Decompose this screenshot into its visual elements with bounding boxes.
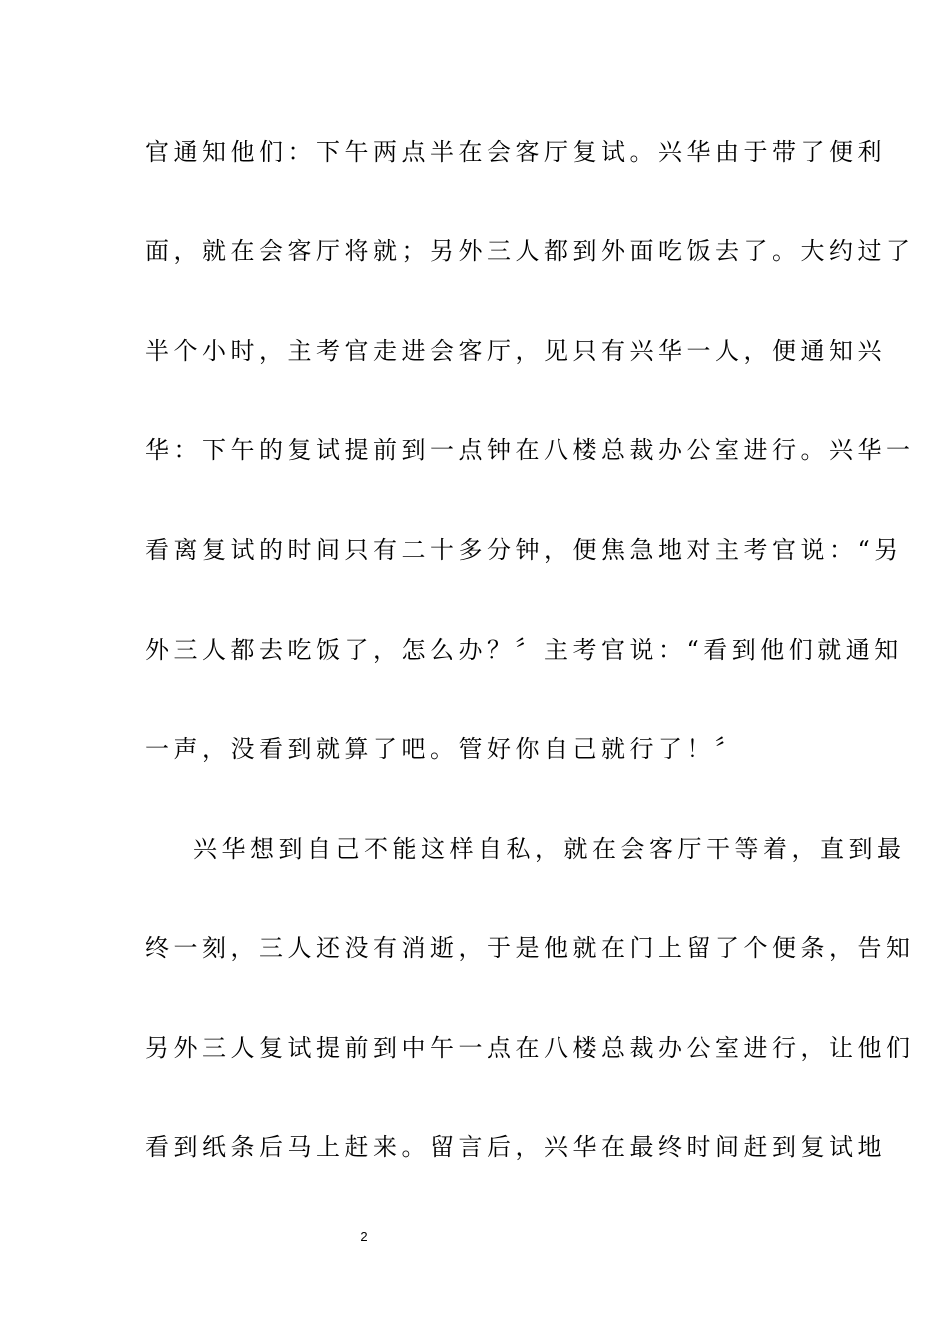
text-line: 另外三人复试提前到中午一点在八楼总裁办公室进行，让他们 xyxy=(145,1034,915,1062)
text-line: 看到纸条后马上赶来。留言后，兴华在最终时间赶到复试地 xyxy=(145,1133,886,1161)
text-line: 外三人都去吃饭了，怎么办？〞主考官说：“看到他们就通知 xyxy=(145,636,903,664)
text-line: 官通知他们：下午两点半在会客厅复试。兴华由于带了便利 xyxy=(145,138,886,166)
text-line-paragraph-start: 兴华想到自己不能这样自私，就在会客厅干等着，直到最 xyxy=(193,835,906,863)
text-line: 半个小时，主考官走进会客厅，见只有兴华一人，便通知兴 xyxy=(145,337,886,365)
text-line: 面，就在会客厅将就；另外三人都到外面吃饭去了。大约过了 xyxy=(145,237,915,265)
text-line: 终一刻，三人还没有消逝，于是他就在门上留了个便条，告知 xyxy=(145,934,915,962)
page-number: 2 xyxy=(360,1229,368,1244)
text-line: 华：下午的复试提前到一点钟在八楼总裁办公室进行。兴华一 xyxy=(145,436,915,464)
text-line: 一声，没看到就算了吧。管好你自己就行了！〞 xyxy=(145,735,744,763)
text-line: 看离复试的时间只有二十多分钟，便焦急地对主考官说：“另 xyxy=(145,536,903,564)
